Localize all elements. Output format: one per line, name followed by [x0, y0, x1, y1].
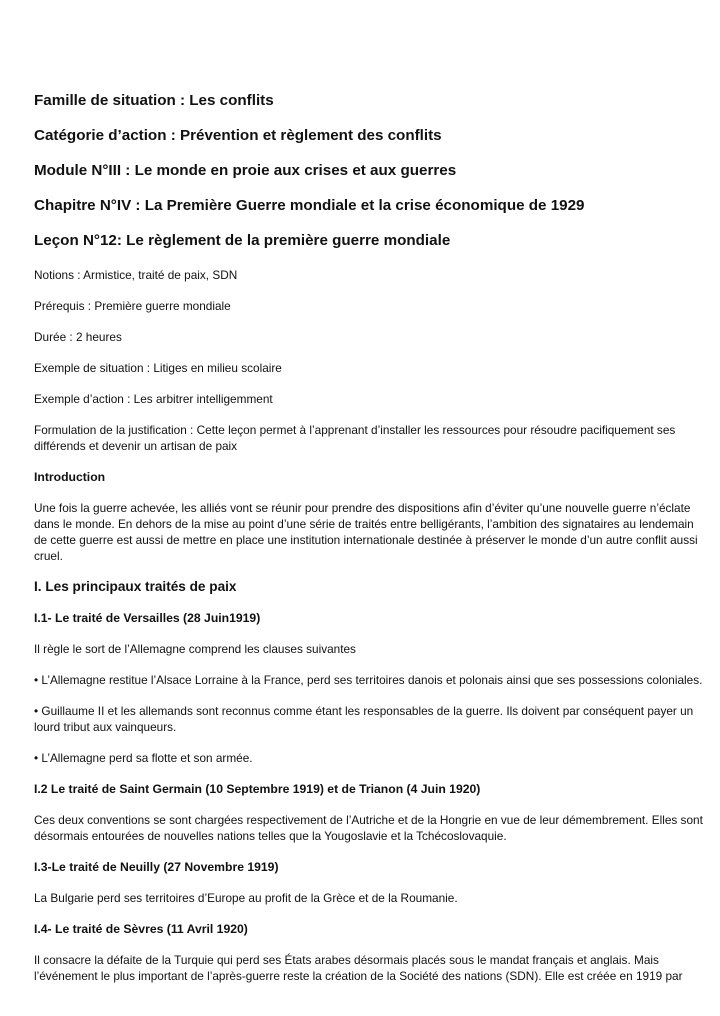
exemple-action-line: Exemple d’action : Les arbitrer intelligemment [34, 392, 273, 406]
justification-paragraph: Formulation de la justification : Cette leçon permet à l’apprenant d’installer les ressources pour résoudre pacifiquement ses différends et devenir un artisan de paix [34, 423, 676, 453]
versailles-intro: Il règle le sort de l’Allemagne comprend les clauses suivantes [34, 642, 356, 656]
section-traites-heading: I. Les principaux traités de paix [34, 579, 237, 594]
saint-germain-heading: I.2 Le traité de Saint Germain (10 Septembre 1919) et de Trianon (4 Juin 1920) [34, 782, 481, 796]
module-heading: Module N°III : Le monde en proie aux crises et aux guerres [34, 162, 457, 179]
sevres-heading: I.4- Le traité de Sèvres (11 Avril 1920) [34, 922, 248, 936]
notions-line: Notions : Armistice, traité de paix, SDN [34, 268, 238, 282]
introduction-paragraph: Une fois la guerre achevée, les alliés vont se réunir pour prendre des dispositions afin d’éviter qu’une nouvelle guerre n’éclate dans le monde. En dehors de la mise au point d’une série de traités entre belligérants, l’ambition des signataires au lendemain de cette guerre est aussi de mettre en place une institution internationale destinée à préserver le monde d’un autre conflit aussi cruel. [34, 501, 698, 563]
versailles-heading: I.1- Le traité de Versailles (28 Juin1919) [34, 611, 261, 625]
introduction-heading: Introduction [34, 470, 106, 484]
chapitre-heading: Chapitre N°IV : La Première Guerre mondiale et la crise économique de 1929 [34, 197, 585, 214]
categorie-heading: Catégorie d’action : Prévention et règlement des conflits [34, 127, 442, 144]
versailles-bullet-3: • L’Allemagne perd sa flotte et son armée. [34, 751, 253, 765]
neuilly-heading: I.3-Le traité de Neuilly (27 Novembre 1919) [34, 860, 279, 874]
sevres-paragraph: Il consacre la défaite de la Turquie qui perd ses États arabes désormais placés sous le mandat français et anglais. Mais l’événement le plus important de l’après-guerre reste la création de la Société des nations (SDN). Elle est créée en 1919 par [34, 953, 683, 983]
prerequis-line: Prérequis : Première guerre mondiale [34, 299, 231, 313]
famille-heading: Famille de situation : Les conflits [34, 92, 274, 109]
saint-germain-paragraph: Ces deux conventions se sont chargées respectivement de l’Autriche et de la Hongrie en vue de leur démembrement. Elles sont désormais entourées de nouvelles nations telles que la Yougoslavie et la Tchécoslovaquie. [34, 813, 703, 843]
duree-line: Durée : 2 heures [34, 330, 122, 344]
versailles-bullet-2: • Guillaume II et les allemands sont reconnus comme étant les responsables de la guerre. Ils doivent par conséquent payer un lourd tribut aux vainqueurs. [34, 704, 694, 734]
versailles-bullet-1: • L’Allemagne restitue l’Alsace Lorraine à la France, perd ses territoires danois et polonais ainsi que ses possessions coloniales. [34, 673, 703, 687]
exemple-situation-line: Exemple de situation : Litiges en milieu scolaire [34, 361, 282, 375]
lecon-heading: Leçon N°12: Le règlement de la première guerre mondiale [34, 232, 451, 249]
neuilly-paragraph: La Bulgarie perd ses territoires d’Europe au profit de la Grèce et de la Roumanie. [34, 891, 458, 905]
